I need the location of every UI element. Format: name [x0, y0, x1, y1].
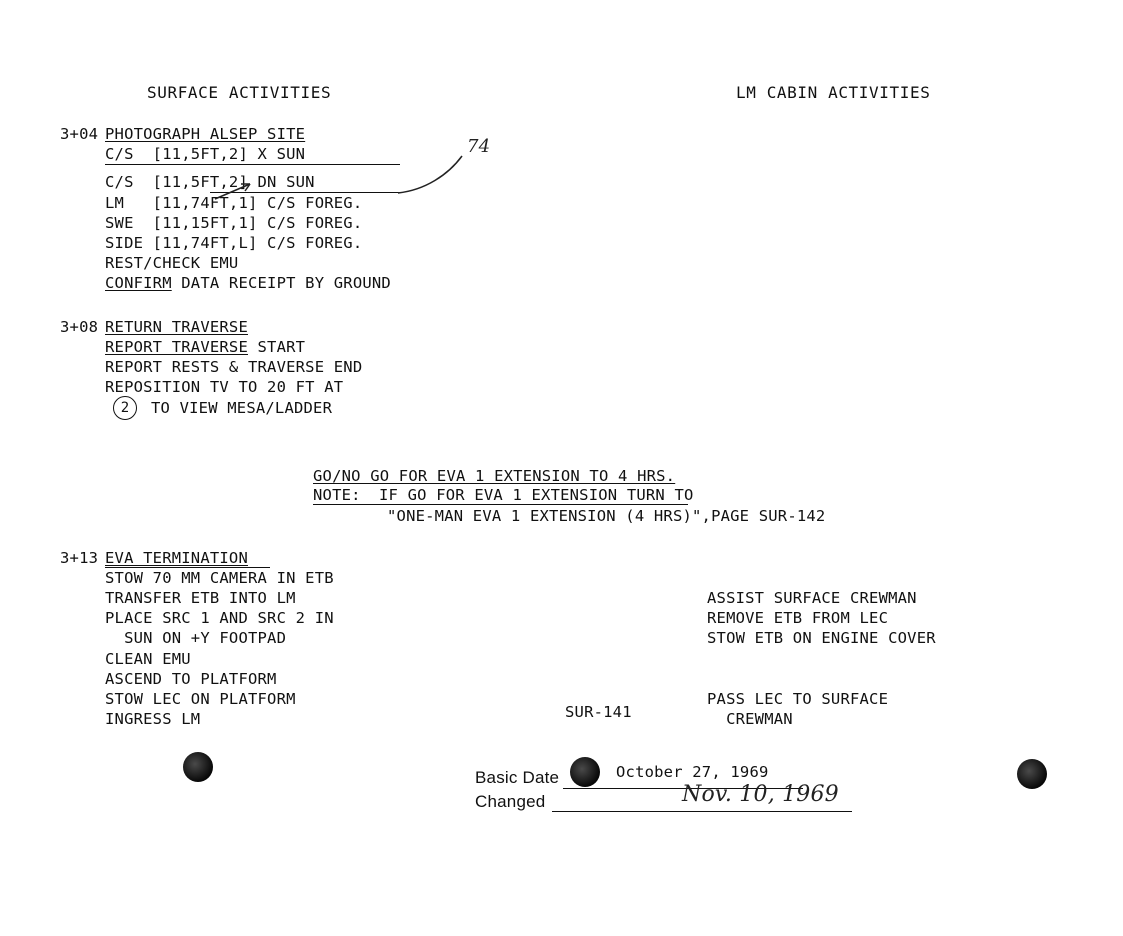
- cabin-procedure-line: PASS LEC TO SURFACE: [707, 690, 889, 708]
- note-text: IF GO FOR EVA 1 EXTENSION TURN TO: [379, 486, 694, 504]
- procedure-line: CLEAN EMU: [105, 650, 191, 668]
- report-traverse-label: REPORT TRAVERSE: [105, 338, 248, 356]
- go-no-go-title: GO/NO GO FOR EVA 1 EXTENSION TO 4 HRS.: [313, 467, 676, 485]
- section-time-3-04: 3+04: [60, 125, 99, 143]
- section-title-return-traverse: RETURN TRAVERSE: [105, 318, 248, 336]
- binder-hole-icon: [570, 757, 600, 787]
- page-id: SUR-141: [565, 703, 632, 721]
- basic-date-value: October 27, 1969: [616, 763, 769, 781]
- procedure-line: STOW LEC ON PLATFORM: [105, 690, 296, 708]
- basic-date-label: Basic Date: [475, 768, 560, 787]
- changed-date-handwritten: Nov. 10, 1969: [682, 782, 839, 807]
- procedure-line: TRANSFER ETB INTO LM: [105, 589, 296, 607]
- procedure-line: TO VIEW MESA/LADDER: [151, 399, 333, 417]
- rule-line: [105, 567, 270, 568]
- procedure-line: C/S [11,5FT,2] X SUN: [105, 145, 306, 163]
- note-label: NOTE:: [313, 486, 361, 504]
- cabin-procedure-line: REMOVE ETB FROM LEC: [707, 609, 889, 627]
- section-time-3-13: 3+13: [60, 549, 99, 567]
- circled-number: 2: [113, 396, 137, 420]
- report-traverse-rest: START: [247, 338, 306, 356]
- procedure-line: [105, 338, 305, 356]
- note-text-reference: "ONE-MAN EVA 1 EXTENSION (4 HRS)",PAGE SUR-142: [387, 507, 826, 525]
- rule-line: [210, 192, 400, 193]
- rule-line: [313, 504, 688, 505]
- date-rule-line: [552, 811, 852, 812]
- rule-line: [105, 164, 400, 165]
- procedure-line: REPOSITION TV TO 20 FT AT: [105, 378, 344, 396]
- procedure-line: SWE [11,15FT,1] C/S FOREG.: [105, 214, 363, 232]
- section-title-photograph-alsep-site: PHOTOGRAPH ALSEP SITE: [105, 125, 306, 143]
- surface-activities-header: SURFACE ACTIVITIES: [147, 83, 332, 102]
- cabin-procedure-line: ASSIST SURFACE CREWMAN: [707, 589, 917, 607]
- section-time-3-08: 3+08: [60, 318, 99, 336]
- confirm-rest: DATA RECEIPT BY GROUND: [171, 274, 391, 292]
- procedure-line: LM [11,74FT,1] C/S FOREG.: [105, 194, 363, 212]
- handwritten-annotation: 74: [467, 136, 491, 157]
- procedure-line: ASCEND TO PLATFORM: [105, 670, 277, 688]
- procedure-line: REST/CHECK EMU: [105, 254, 239, 272]
- procedure-line: INGRESS LM: [105, 710, 201, 728]
- binder-hole-icon: [1017, 759, 1047, 789]
- procedure-line: STOW 70 MM CAMERA IN ETB: [105, 569, 334, 587]
- lm-cabin-activities-header: LM CABIN ACTIVITIES: [736, 83, 931, 102]
- procedure-line: SIDE [11,74FT,L] C/S FOREG.: [105, 234, 363, 252]
- section-title-eva-termination: EVA TERMINATION: [105, 549, 248, 567]
- cabin-procedure-line: STOW ETB ON ENGINE COVER: [707, 629, 936, 647]
- confirm-line: [105, 274, 391, 292]
- cabin-procedure-line: CREWMAN: [707, 710, 793, 728]
- procedure-line: SUN ON +Y FOOTPAD: [105, 629, 287, 647]
- confirm-word: CONFIRM: [105, 274, 172, 292]
- binder-hole-icon: [183, 752, 213, 782]
- procedure-line: REPORT RESTS & TRAVERSE END: [105, 358, 363, 376]
- procedure-line: PLACE SRC 1 AND SRC 2 IN: [105, 609, 334, 627]
- changed-label: Changed: [475, 792, 546, 811]
- procedure-line: C/S [11,5FT,2] DN SUN: [105, 173, 315, 191]
